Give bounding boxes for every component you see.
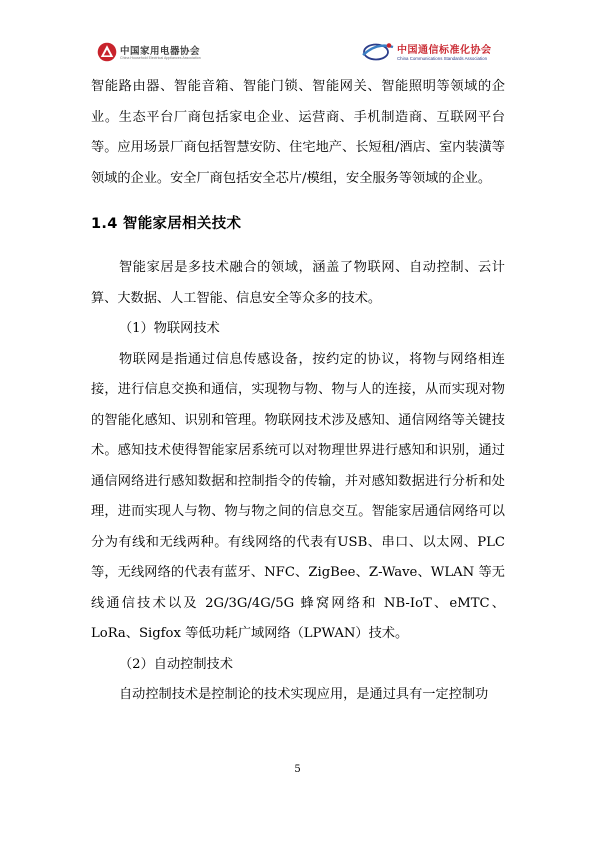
page-number: 5 [294, 764, 301, 775]
ccsa-org-subtitle: China Communications Standards Association [397, 56, 488, 61]
section-title: 1.4 智能家居相关技术 [91, 216, 242, 232]
caa-header-block [97, 42, 247, 66]
paragraph-automatic-control: 自动控制技术是控制论的技术实现应用，是通过具有一定控制功 [119, 687, 489, 702]
caa-org-name: 中国家用电器协会 [120, 46, 201, 57]
subsection-title-automatic-control: （2）自动控制技术 [119, 656, 233, 672]
ccsa-header-block [362, 40, 512, 66]
subsection-title-iot: （1）物联网技术 [119, 321, 220, 336]
ccsa-logo-icon [362, 40, 394, 62]
caa-org-subtitle: China Household Electrical Appliances Association [120, 56, 201, 60]
page-header [0, 0, 595, 70]
paragraph-continued: 智能路由器、智能音箱、智能门锁、智能网关、智能照明等领域的企业。生态平台厂商包括家电企业、运营商、手机制造商、互联网平台等。应用场景厂商包括智慧安防、住宅地产、长短租/酒店、室内装潢等领域的企业。安全厂商包括安全芯片/模组，安全服务等领域的企业。 [91, 79, 505, 186]
caa-logo-icon [97, 42, 117, 62]
paragraph-intro: 智能家居是多技术融合的领域，涵盖了物联网、自动控制、云计算、大数据、人工智能、信息安全等众多的技术。 [91, 260, 505, 306]
paragraph-iot: 物联网是指通过信息传感设备，按约定的协议，将物与网络相连接，进行信息交换和通信，实现物与物、物与人的连接，从而实现对物的智能化感知、识别和管理。物联网技术涉及感知、通信网络等关键技术。感知技术使得智能家居系统可以对物理世界进行感知和识别，通过通信网络进行感知数据和控制指令的传输，并对感知数据进行分析和处理，进而实现人与物、物与物之间的信息交互。智能家居通信网络可以分为有线和无线两种。有线网络的代表有USB、串口、以太网、PLC 等，无线网络的代表有蓝牙、NFC、ZigBee、Z-Wave、WLAN 等无线通信技术以及 2G/3G/4G/5G 蜂窝网络和 NB-IoT、eMTC、LoRa、Sigfox 等低功耗广域网络（LPWAN）技术。 [91, 351, 505, 641]
document-body [91, 72, 505, 711]
ccsa-org-name: 中国通信标准化协会 [397, 45, 492, 56]
